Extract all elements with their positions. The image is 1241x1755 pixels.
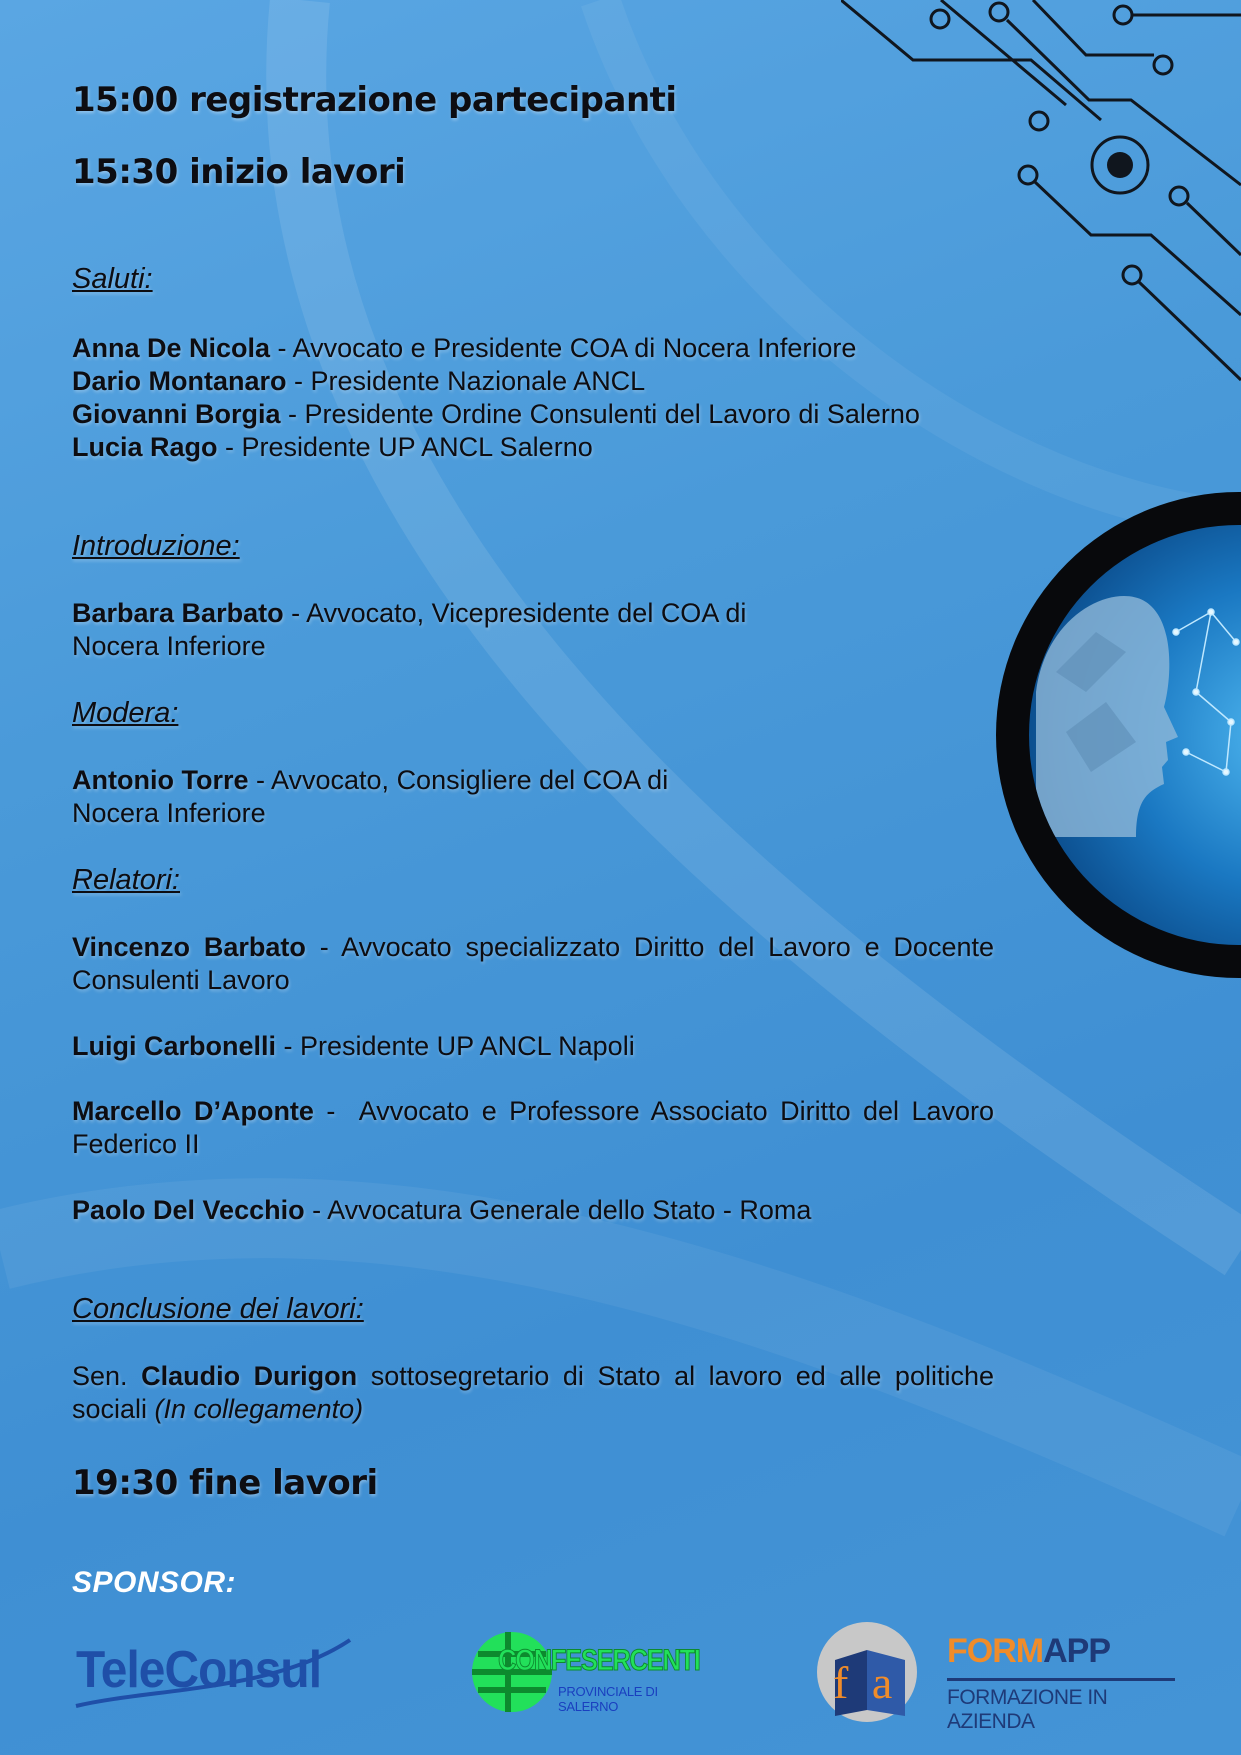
confesercenti-text: CONFESERCENTI [498, 1644, 700, 1677]
speaker-role: - Presidente UP ANCL Salerno [217, 432, 593, 462]
conclusione-heading: Conclusione dei lavori: [72, 1293, 364, 1325]
ai-portrait [996, 492, 1241, 978]
speaker-name: Claudio Durigon [141, 1361, 358, 1391]
speaker-role: - Avvocato, Vicepresidente del COA di Nocera Inferiore [72, 598, 747, 661]
speaker-role: - Avvocato specializzato Diritto del Lavoro e Docente Consulenti Lavoro [72, 932, 994, 995]
relatori-entry [72, 1194, 994, 1227]
relatori-heading: Relatori: [72, 864, 180, 896]
speaker-role: - Avvocato e Professore Associato Diritto del Lavoro Federico II [72, 1096, 1002, 1159]
speaker-name: Lucia Rago [72, 432, 218, 462]
speaker-entry [72, 431, 994, 464]
conclusione-entry [72, 1360, 994, 1426]
speaker-role: - Presidente UP ANCL Napoli [276, 1031, 635, 1061]
modera-entry [72, 764, 732, 830]
speaker-name: Antonio Torre [72, 765, 249, 795]
introduzione-heading: Introduzione: [72, 530, 240, 562]
introduzione-entry [72, 597, 792, 663]
relatori-entry [72, 931, 994, 997]
formapp-logo [815, 1620, 1175, 1733]
speaker-role: - Presidente Nazionale ANCL [286, 366, 646, 396]
speaker-name: Marcello D’Aponte [72, 1096, 314, 1126]
speaker-entry [72, 398, 994, 431]
relatori-entry [72, 1095, 1002, 1161]
relatori-entry [72, 1030, 994, 1063]
formapp-app: APP [1043, 1632, 1111, 1670]
remote-note: (In collegamento) [154, 1394, 364, 1424]
end-time: 19:30 fine lavori [72, 1463, 378, 1503]
saluti-heading: Saluti: [72, 263, 153, 295]
formapp-divider [947, 1678, 1175, 1681]
start-time: 15:30 inizio lavori [72, 152, 406, 192]
formapp-subtext: FORMAZIONE IN AZIENDA [947, 1686, 1108, 1733]
speaker-role: sottosegretario di Stato al lavoro ed alle politiche sociali [72, 1361, 994, 1424]
speaker-name: Anna De Nicola [72, 333, 271, 363]
speaker-name: Luigi Carbonelli [72, 1031, 277, 1061]
fa-emblem-letters: f a [833, 1657, 899, 1708]
sponsor-title: SPONSOR: [72, 1566, 237, 1599]
speaker-name: Barbara Barbato [72, 598, 284, 628]
speaker-entry [72, 365, 994, 398]
formapp-wordmark [947, 1632, 1110, 1671]
speaker-entry [72, 332, 994, 365]
formapp-form: FORM [947, 1632, 1044, 1670]
speaker-name: Paolo Del Vecchio [72, 1195, 305, 1225]
teleconsul-logo [72, 1630, 352, 1710]
saluti-list [72, 332, 994, 464]
confesercenti-subtext: PROVINCIALE DI SALERNO [558, 1684, 658, 1714]
modera-heading: Modera: [72, 697, 179, 729]
speaker-role: - Avvocato, Consigliere del COA di Nocera Inferiore [72, 765, 669, 828]
registration-time: 15:00 registrazione partecipanti [72, 80, 677, 120]
teleconsul-text: TeleConsul [76, 1641, 322, 1699]
speaker-prefix: Sen. [72, 1361, 142, 1391]
speaker-name: Dario Montanaro [72, 366, 287, 396]
speaker-name: Giovanni Borgia [72, 399, 281, 429]
confesercenti-logo [468, 1628, 718, 1716]
speaker-role: - Avvocatura Generale dello Stato - Roma [304, 1195, 812, 1225]
speaker-role: - Avvocato e Presidente COA di Nocera Inferiore [270, 333, 857, 363]
speaker-name: Vincenzo Barbato [72, 932, 306, 962]
speaker-role: - Presidente Ordine Consulenti del Lavoro di Salerno [280, 399, 920, 429]
